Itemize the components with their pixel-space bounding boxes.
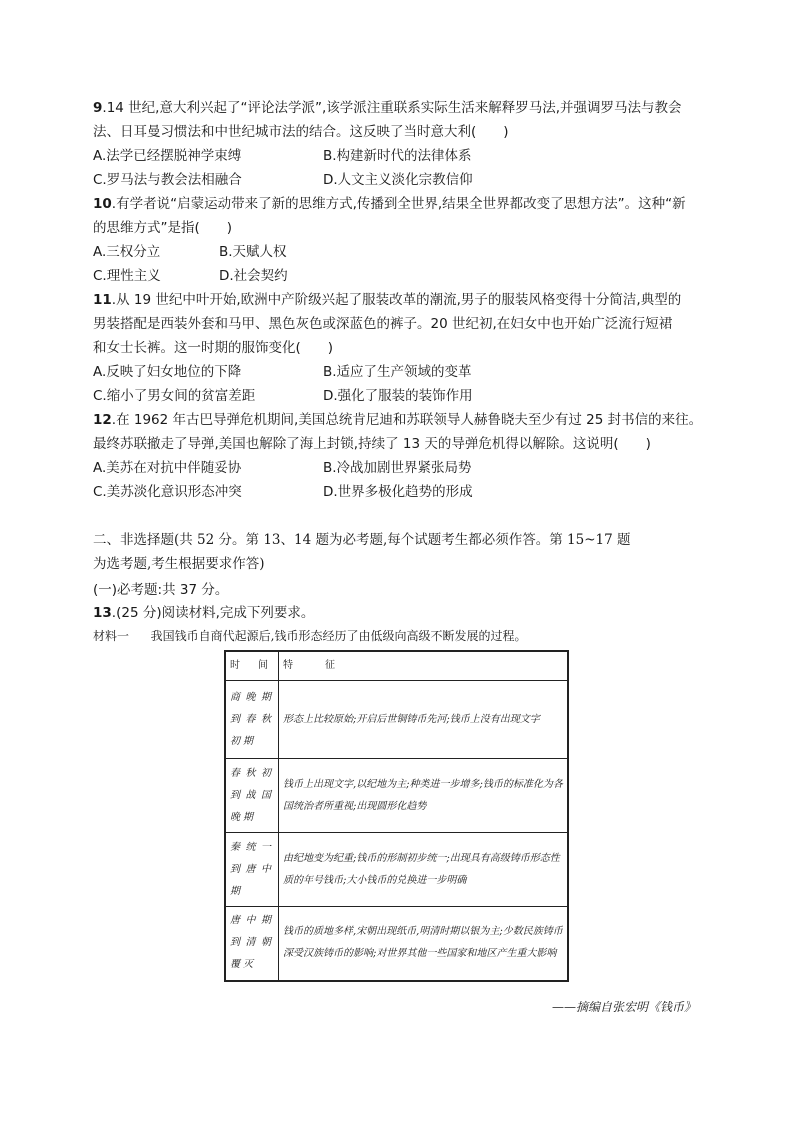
- table-row: [225, 681, 568, 759]
- question-text: 男装搭配是西装外套和马甲、黑色灰色或深蓝色的裤子。20 世纪初,在妇女中也开始广泛流行短裙: [93, 316, 673, 332]
- feature-cell: 钱币的质地多样,宋朝出现纸币,明清时期以银为主;少数民族铸币深受汉族铸币的影响;对世界其他一些国家和地区产生重大影响: [279, 907, 569, 981]
- option-b: B.构建新时代的法律体系: [323, 148, 472, 164]
- required-questions-note: (一)必考题:共 37 分。: [93, 582, 229, 598]
- material-one: [93, 627, 527, 644]
- question-12: [93, 408, 703, 456]
- option-c: C.美苏淡化意识形态冲突: [93, 484, 242, 500]
- option-d: D.强化了服装的装饰作用: [323, 388, 473, 404]
- era-cell: 商晚期到春秋初期: [225, 681, 279, 759]
- era-cell: 唐中期到清朝覆灭: [225, 907, 279, 981]
- option-d: D.世界多极化趋势的形成: [323, 484, 473, 500]
- table-header-row: [225, 651, 568, 681]
- question-number: 12: [93, 412, 112, 428]
- question-text: .14 世纪,意大利兴起了“评论法学派”,该学派注重联系实际生活来解释罗马法,并强调罗马法与教会: [102, 100, 682, 116]
- question-number: 10: [93, 196, 112, 212]
- option-a: A.三权分立: [93, 244, 161, 260]
- question-11-stem: [93, 288, 703, 312]
- option-c: C.理性主义: [93, 268, 161, 284]
- question-12-stem: [93, 408, 703, 432]
- table-row: [225, 907, 568, 981]
- section-title: 二、非选择题(共 52 分。第 13、14 题为必考题,每个试题考生都必须作答。第 15~17 题: [93, 532, 631, 548]
- table-row: [225, 833, 568, 907]
- header-time: 时 间: [225, 651, 279, 681]
- era-cell: 春秋初到战国晚期: [225, 759, 279, 833]
- header-feature: 特 征: [279, 651, 569, 681]
- question-number: 11: [93, 292, 112, 308]
- material-text: 我国钱币自商代起源后,钱币形态经历了由低级向高级不断发展的过程。: [150, 629, 527, 643]
- material-label: 材料一: [93, 629, 130, 643]
- question-13: [93, 603, 314, 623]
- question-text: 和女士长裤。这一时期的服饰变化( ): [93, 340, 334, 356]
- option-a: A.美苏在对抗中伴随妥协: [93, 460, 242, 476]
- question-text: .(25 分)阅读材料,完成下列要求。: [111, 605, 315, 621]
- option-c: C.缩小了男女间的贫富差距: [93, 388, 256, 404]
- option-d: D.社会契约: [219, 268, 288, 284]
- option-b: B.天赋人权: [219, 244, 287, 260]
- feature-cell: 钱币上出现文字,以纪地为主;种类进一步增多;钱币的标准化为各国统治者所重视;出现圆形化趋势: [279, 759, 569, 833]
- feature-cell: 由纪地变为纪重;钱币的形制初步统一;出现具有高级铸币形态性质的年号钱币;大小钱币的兑换进一步明确: [279, 833, 569, 907]
- section-title: 为选考题,考生根据要求作答): [93, 556, 265, 572]
- option-a: A.法学已经摆脱神学束缚: [93, 148, 242, 164]
- question-text: 法、日耳曼习惯法和中世纪城市法的结合。这反映了当时意大利( ): [93, 124, 509, 140]
- feature-cell: 形态上比较原始;开启后世铜铸币先河;钱币上没有出现文字: [279, 681, 569, 759]
- table-row: [225, 759, 568, 833]
- option-b: B.适应了生产领域的变革: [323, 364, 472, 380]
- question-text: .从 19 世纪中叶开始,欧洲中产阶级兴起了服装改革的潮流,男子的服装风格变得十分简洁,典型的: [111, 292, 682, 308]
- option-b: B.冷战加剧世界紧张局势: [323, 460, 472, 476]
- option-d: D.人文主义淡化宗教信仰: [323, 172, 473, 188]
- question-text: 的思维方式”是指( ): [93, 220, 233, 236]
- question-text: .有学者说“启蒙运动带来了新的思维方式,传播到全世界,结果全世界都改变了思想方法”。这种“新: [111, 196, 686, 212]
- question-10: [93, 192, 703, 240]
- coin-history-table: [224, 650, 569, 982]
- question-10-stem: [93, 192, 703, 216]
- question-number: 9: [93, 100, 103, 116]
- era-cell: 秦统一到唐中期: [225, 833, 279, 907]
- question-number: 13: [93, 605, 112, 621]
- option-c: C.罗马法与教会法相融合: [93, 172, 242, 188]
- question-9-stem: [93, 96, 703, 120]
- question-text: .在 1962 年古巴导弹危机期间,美国总统肯尼迪和苏联领导人赫鲁晓夫至少有过 25 封书信的来往。: [111, 412, 703, 428]
- option-a: A.反映了妇女地位的下降: [93, 364, 242, 380]
- question-11: [93, 288, 703, 360]
- question-9: [93, 96, 703, 144]
- section-2-heading: [93, 528, 713, 576]
- question-text: 最终苏联撤走了导弹,美国也解除了海上封锁,持续了 13 天的导弹危机得以解除。这说明( ): [93, 436, 651, 452]
- source-citation: ——摘编自张宏明《钱币》: [551, 1000, 696, 1014]
